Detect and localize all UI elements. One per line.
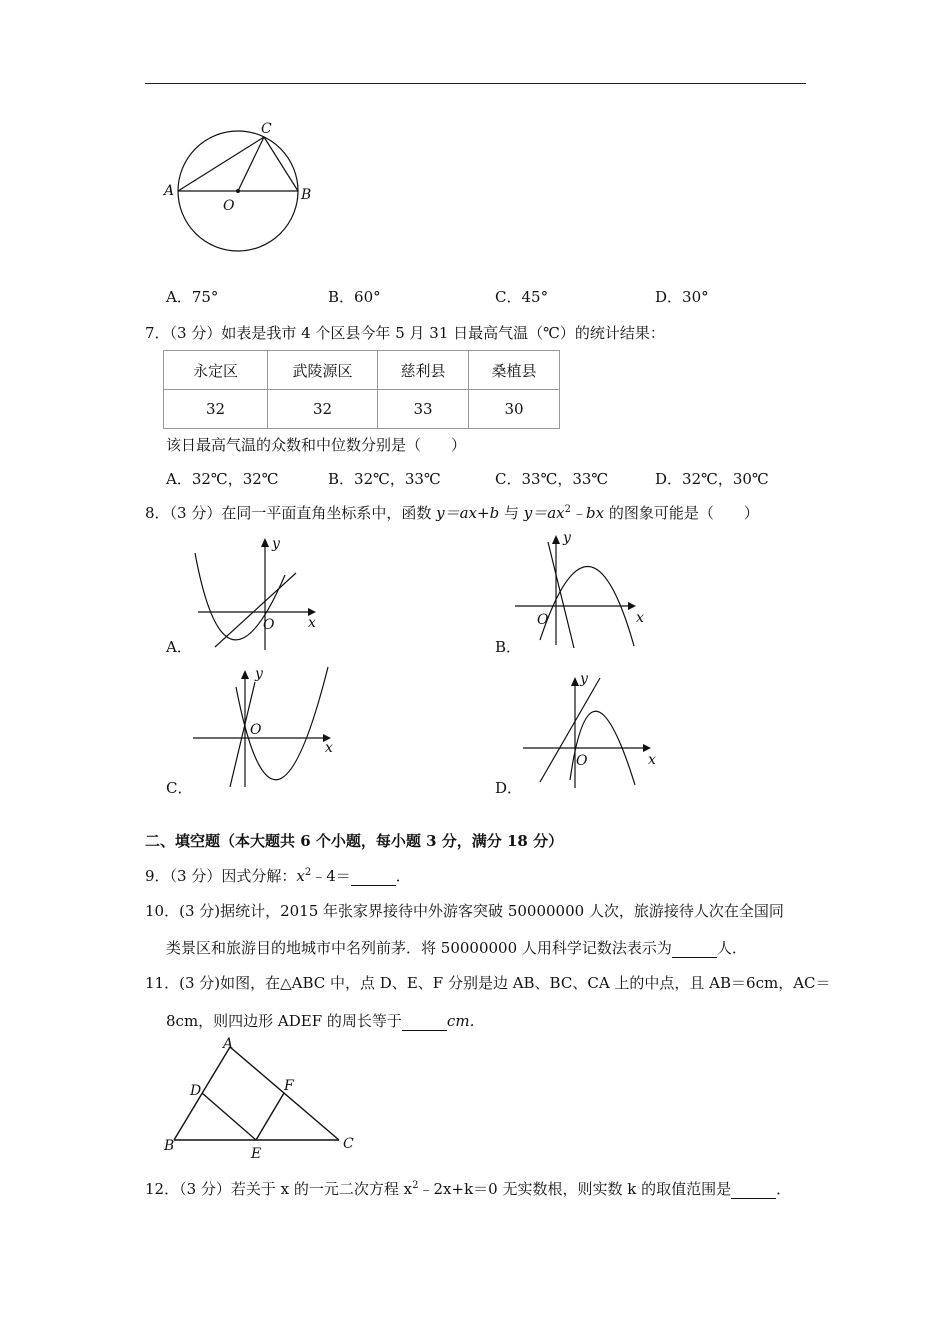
- label-f: F: [284, 1078, 294, 1094]
- axis-x-label: x: [636, 610, 644, 626]
- q11-line-2: [166, 1010, 485, 1031]
- q8-function-1: y＝ax+b: [436, 504, 500, 522]
- q8-option-b[interactable]: B．: [495, 638, 522, 656]
- label-b: B: [164, 1138, 175, 1154]
- axis-origin-label: O: [576, 753, 588, 769]
- label-a: A: [223, 1036, 234, 1052]
- q10-line-1: 10．(3 分)据统计，2015 年张家界接待中外游客突破 50000000 人次，旅游接待人次在全国同: [145, 902, 784, 920]
- q12-end: ．: [776, 1180, 792, 1198]
- q9-var: x: [296, 867, 305, 885]
- q7-option-d[interactable]: D．32℃，30℃: [655, 470, 769, 488]
- q9-prefix: 9．（3 分）因式分解：: [145, 867, 297, 885]
- q10-line-2: [166, 937, 747, 958]
- q6-option-a[interactable]: A．75°: [166, 288, 219, 306]
- q7-stem: 7．（3 分）如表是我市 4 个区县今年 5 月 31 日最高气温（℃）的统计结果：: [145, 324, 665, 342]
- table-cell: 30: [469, 390, 560, 429]
- header-rule: [145, 83, 806, 84]
- q12-text: [145, 1178, 791, 1199]
- axis-y-label: y: [563, 530, 571, 546]
- label-b: B: [301, 187, 312, 203]
- table-header: 永定区: [164, 351, 268, 390]
- q10-answer-blank[interactable]: [672, 939, 717, 958]
- table-header: 桑植县: [469, 351, 560, 390]
- graph-d: [520, 670, 670, 795]
- graph-c: [190, 662, 340, 792]
- q12-text-b: ﹣2x+k＝0 无实数根，则实数 k 的取值范围是: [418, 1180, 732, 1198]
- q6-option-c[interactable]: C．45°: [495, 288, 549, 306]
- graph-a: [190, 535, 330, 655]
- graph-b: [510, 530, 660, 655]
- label-c: C: [261, 121, 272, 137]
- axis-origin-label: O: [263, 617, 275, 633]
- axis-origin-label: O: [250, 722, 262, 738]
- axis-x-label: x: [325, 740, 333, 756]
- q7-option-b[interactable]: B．32℃，33℃: [328, 470, 441, 488]
- q8-prefix: 8．（3 分）在同一平面直角坐标系中，函数: [145, 504, 437, 522]
- q9-exponent: 2: [304, 867, 312, 878]
- q10-line-2-text: 类景区和旅游目的地城市中名列前茅．将 50000000 人用科学记数法表示为: [166, 939, 672, 957]
- q9-end: ．: [395, 867, 411, 885]
- circle-figure: [160, 118, 330, 288]
- axis-y-label: y: [580, 671, 588, 687]
- q11-answer-blank[interactable]: [402, 1012, 447, 1031]
- table-header: 慈利县: [378, 351, 469, 390]
- q11-line-1: 11．(3 分)如图，在△ABC 中，点 D、E、F 分别是边 AB、BC、CA 上的中点，且 AB＝6cm，AC＝: [145, 974, 831, 992]
- section-2-heading: 二、填空题（本大题共 6 个小题，每小题 3 分，满分 18 分）: [145, 832, 564, 850]
- q12-exponent: 2: [412, 1180, 419, 1191]
- q6-option-d[interactable]: D．30°: [655, 288, 709, 306]
- q12-text-a: 12．（3 分）若关于 x 的一元二次方程 x: [145, 1180, 413, 1198]
- q9-text: [145, 865, 411, 886]
- table-row: [164, 390, 560, 429]
- label-o: O: [223, 198, 235, 214]
- q9-answer-blank[interactable]: [351, 867, 396, 886]
- q8-option-d[interactable]: D．: [495, 779, 523, 797]
- axis-x-label: x: [308, 615, 316, 631]
- table-header: 武陵源区: [268, 351, 378, 390]
- q8-mid: 与: [499, 504, 524, 522]
- axis-x-label: x: [648, 752, 656, 768]
- q8-exponent: 2: [564, 504, 571, 515]
- q7-question: 该日最高气温的众数和中位数分别是（ ）: [166, 436, 467, 454]
- axis-origin-label: O: [537, 612, 549, 628]
- q11-line-2-text: 8cm，则四边形 ADEF 的周长等于: [166, 1012, 402, 1030]
- q8-suffix: 的图象可能是（ ）: [604, 504, 759, 522]
- q7-option-c[interactable]: C．33℃，33℃: [495, 470, 609, 488]
- q8-function-2-rest: ﹣bx: [571, 504, 605, 522]
- axis-y-label: y: [272, 536, 280, 552]
- label-e: E: [251, 1146, 262, 1162]
- q8-option-c[interactable]: C．: [166, 779, 193, 797]
- q9-rest: ﹣4＝: [311, 867, 351, 885]
- temperature-table: [163, 350, 560, 429]
- label-c: C: [343, 1136, 354, 1152]
- triangle-figure: [160, 1035, 370, 1165]
- table-cell: 33: [378, 390, 469, 429]
- q8-stem: [145, 502, 759, 523]
- q7-option-a[interactable]: A．32℃，32℃: [166, 470, 279, 488]
- q11-line-2-end: cm．: [446, 1012, 485, 1030]
- table-cell: 32: [164, 390, 268, 429]
- q8-option-a[interactable]: A．: [166, 638, 192, 656]
- q8-function-2: y＝ax: [523, 504, 565, 522]
- q6-option-b[interactable]: B．60°: [328, 288, 381, 306]
- q12-answer-blank[interactable]: [731, 1180, 776, 1199]
- label-d: D: [190, 1083, 202, 1099]
- axis-y-label: y: [255, 666, 263, 682]
- table-cell: 32: [268, 390, 378, 429]
- table-row: [164, 351, 560, 390]
- q10-line-2-end: 人．: [716, 939, 747, 957]
- label-a: A: [164, 183, 175, 199]
